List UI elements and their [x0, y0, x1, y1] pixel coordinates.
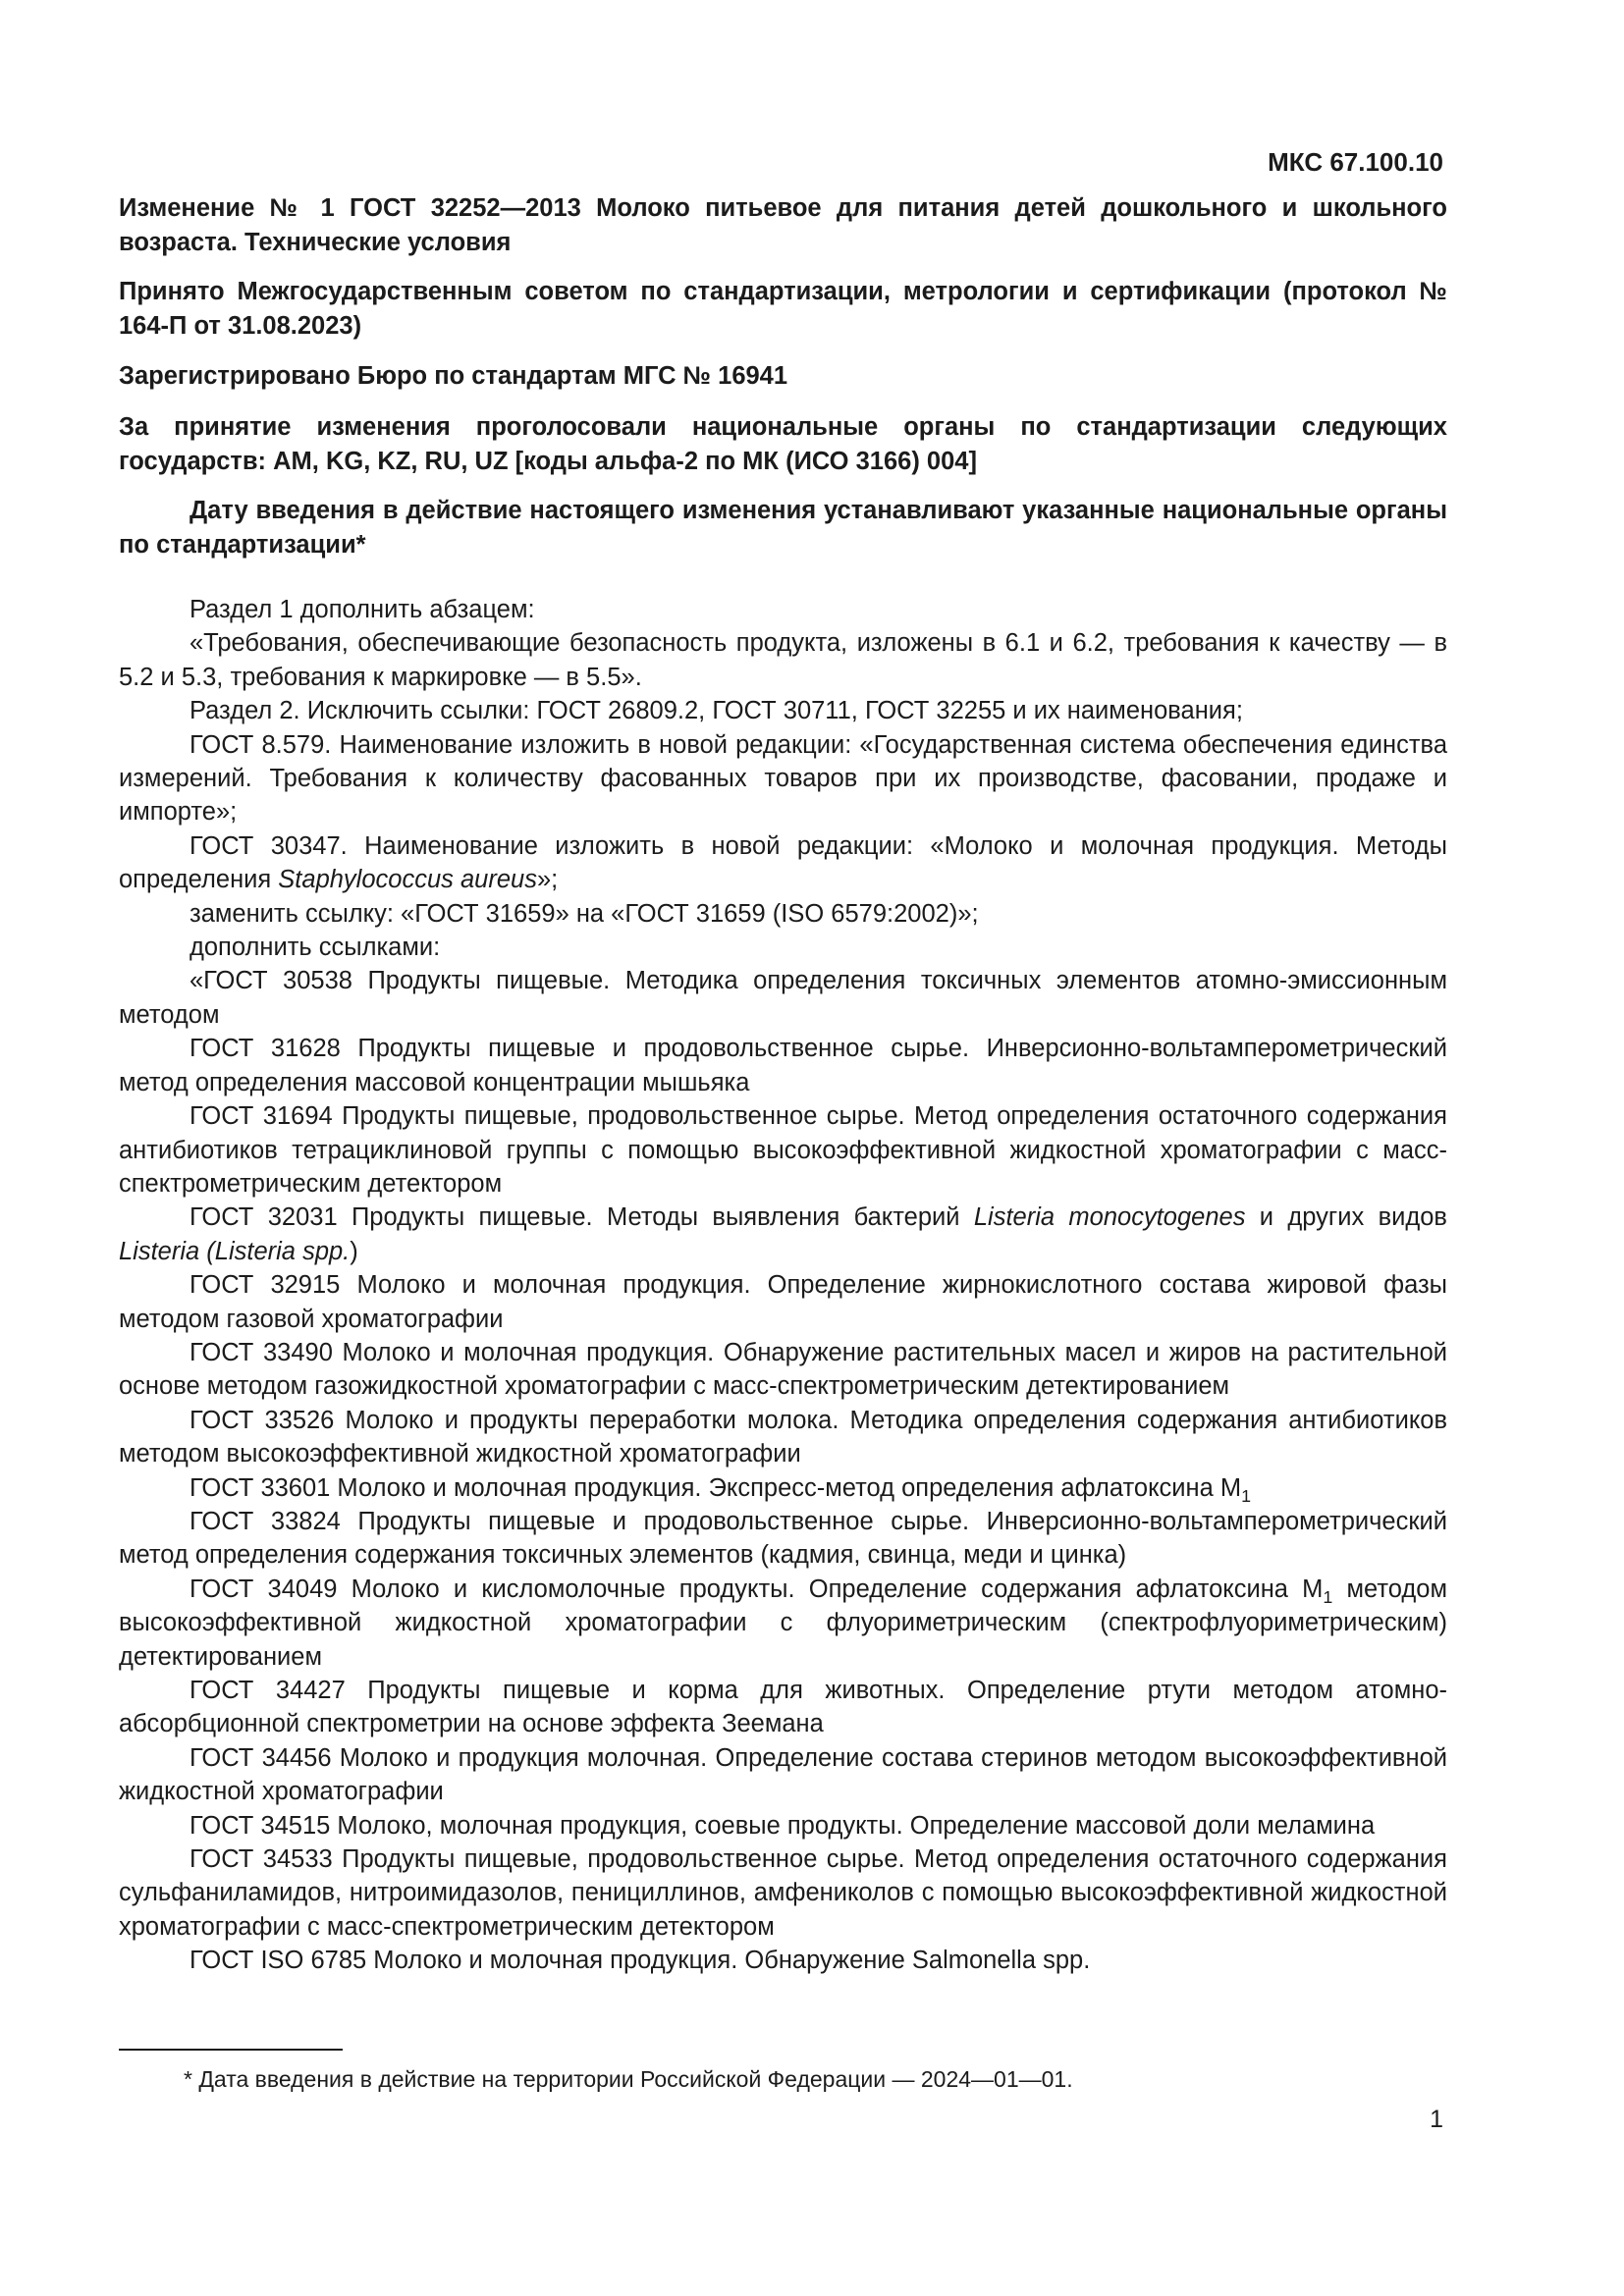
species-name: Listeria monocytogenes	[973, 1203, 1246, 1232]
reference-item: ГОСТ 33526 Молоко и продукты переработки молока. Методика определения содержания антибиотиков методом высокоэффективной жидкостной хроматографии	[119, 1406, 1447, 1468]
species-name: Listeria (Listeria spp.	[119, 1237, 351, 1265]
paragraph: Раздел 1 дополнить абзацем:	[189, 596, 535, 623]
reference-item	[119, 1201, 1447, 1268]
text-run: ГОСТ 30347. Наименование изложить в новой редакции: «Молоко и молочная продукция. Методы определения	[119, 831, 1447, 894]
adopted-statement: Принято Межгосударственным советом по стандартизации, метрологии и сертификации (протокол № 164-П от 31.08.2023)	[119, 278, 1447, 340]
paragraph: Раздел 2. Исключить ссылки: ГОСТ 26809.2, ГОСТ 30711, ГОСТ 32255 и их наименования;	[189, 697, 1243, 725]
subscript: 1	[1323, 1587, 1333, 1608]
reference-item: ГОСТ 34515 Молоко, молочная продукция, соевые продукты. Определение массовой доли меламина	[189, 1811, 1376, 1840]
footnote: * Дата введения в действие на территории Российской Федерации — 2024—01—01.	[184, 2066, 1073, 2092]
text-run: и других видов	[1245, 1203, 1447, 1232]
reference-item: ГОСТ 34533 Продукты пищевые, продовольственное сырье. Метод определения остаточного содержания сульфаниламидов, нитроимидазолов, пенициллинов, амфениколов с помощью высокоэффективной жидкостной хроматографии с масс-спектрометрическим детектором	[119, 1845, 1447, 1941]
document-body	[119, 593, 1447, 1978]
paragraph: дополнить ссылками:	[189, 934, 441, 962]
text-run: »;	[536, 866, 559, 894]
reference-item	[119, 1573, 1447, 1674]
page-number: 1	[1430, 2106, 1443, 2133]
reference-item: ГОСТ 31694 Продукты пищевые, продовольственное сырье. Метод определения остаточного содержания антибиотиков тетрациклиновой группы с помощью высокоэффективной жидкостной хроматографии с масс-спектрометрическим детектором	[119, 1102, 1447, 1198]
paragraph: ГОСТ 8.579. Наименование изложить в новой редакции: «Государственная система обеспечения единства измерений. Требования к количеству фасованных товаров при их производстве, фасовании, продаже и импорте»;	[119, 730, 1447, 827]
registration-statement: Зарегистрировано Бюро по стандартам МГС № 16941	[119, 362, 788, 390]
text-run: ГОСТ 33601 Молоко и молочная продукция. Экспресс-метод определения афлатоксина М	[189, 1473, 1242, 1502]
reference-item: ГОСТ 34427 Продукты пищевые и корма для животных. Определение ртути методом атомно-абсорбционной спектрометрии на основе эффекта Зеемана	[119, 1677, 1447, 1738]
paragraph	[119, 829, 1447, 897]
reference-item: ГОСТ ISO 6785 Молоко и молочная продукция. Обнаружение Salmonella spp.	[189, 1947, 1091, 1975]
reference-item: ГОСТ 33490 Молоко и молочная продукция. Обнаружение растительных масел и жиров на растительной основе методом газожидкостной хроматографии с масс-спектрометрическим детектированием	[119, 1338, 1447, 1401]
mks-code: МКС 67.100.10	[1268, 147, 1443, 177]
text-run: методом высокоэффективной жидкостной хроматографии с флуориметрическим (спектрофлуориметрическим) детектированием	[119, 1575, 1447, 1671]
text-run: ГОСТ 32031 Продукты пищевые. Методы выявления бактерий	[189, 1203, 974, 1232]
change-title: Изменение № 1 ГОСТ 32252—2013 Молоко питьевое для питания детей дошкольного и школьного возраста. Технические условия	[119, 194, 1447, 256]
footnote-separator	[119, 2049, 343, 2051]
voting-statement: За принятие изменения проголосовали национальные органы по стандартизации следующих государств: AM, KG, KZ, RU, UZ [коды альфа-2 по МК (ИСО 3166) 004]	[119, 413, 1447, 475]
reference-item: ГОСТ 33824 Продукты пищевые и продовольственное сырье. Инверсионно-вольтамперометрический метод определения содержания токсичных элементов (кадмия, свинца, меди и цинка)	[119, 1507, 1447, 1570]
reference-item: «ГОСТ 30538 Продукты пищевые. Методика определения токсичных элементов атомно-эмиссионным методом	[119, 967, 1447, 1029]
reference-item: ГОСТ 34456 Молоко и продукция молочная. Определение состава стеринов методом высокоэффективной жидкостной хроматографии	[119, 1743, 1447, 1806]
species-name: Staphylococcus aureus	[278, 866, 537, 894]
effective-date-statement: Дату введения в действие настоящего изменения устанавливают указанные национальные органы по стандартизации*	[119, 497, 1447, 559]
reference-item: ГОСТ 31628 Продукты пищевые и продовольственное сырье. Инверсионно-вольтамперометрический метод определения массовой концентрации мышьяка	[119, 1035, 1447, 1096]
paragraph: заменить ссылку: «ГОСТ 31659» на «ГОСТ 31659 (ISO 6579:2002)»;	[189, 899, 979, 928]
paragraph: «Требования, обеспечивающие безопасность продукта, изложены в 6.1 и 6.2, требования к качеству — в 5.2 и 5.3, требования к маркировке — в 5.5».	[119, 629, 1447, 691]
text-run: ГОСТ 34049 Молоко и кисломолочные продукты. Определение содержания афлатоксина М	[189, 1575, 1324, 1603]
text-run: )	[350, 1237, 358, 1265]
subscript: 1	[1241, 1485, 1252, 1506]
reference-item: ГОСТ 32915 Молоко и молочная продукция. Определение жирнокислотного состава жировой фазы методом газовой хроматографии	[119, 1271, 1447, 1333]
reference-item	[119, 1471, 1447, 1505]
